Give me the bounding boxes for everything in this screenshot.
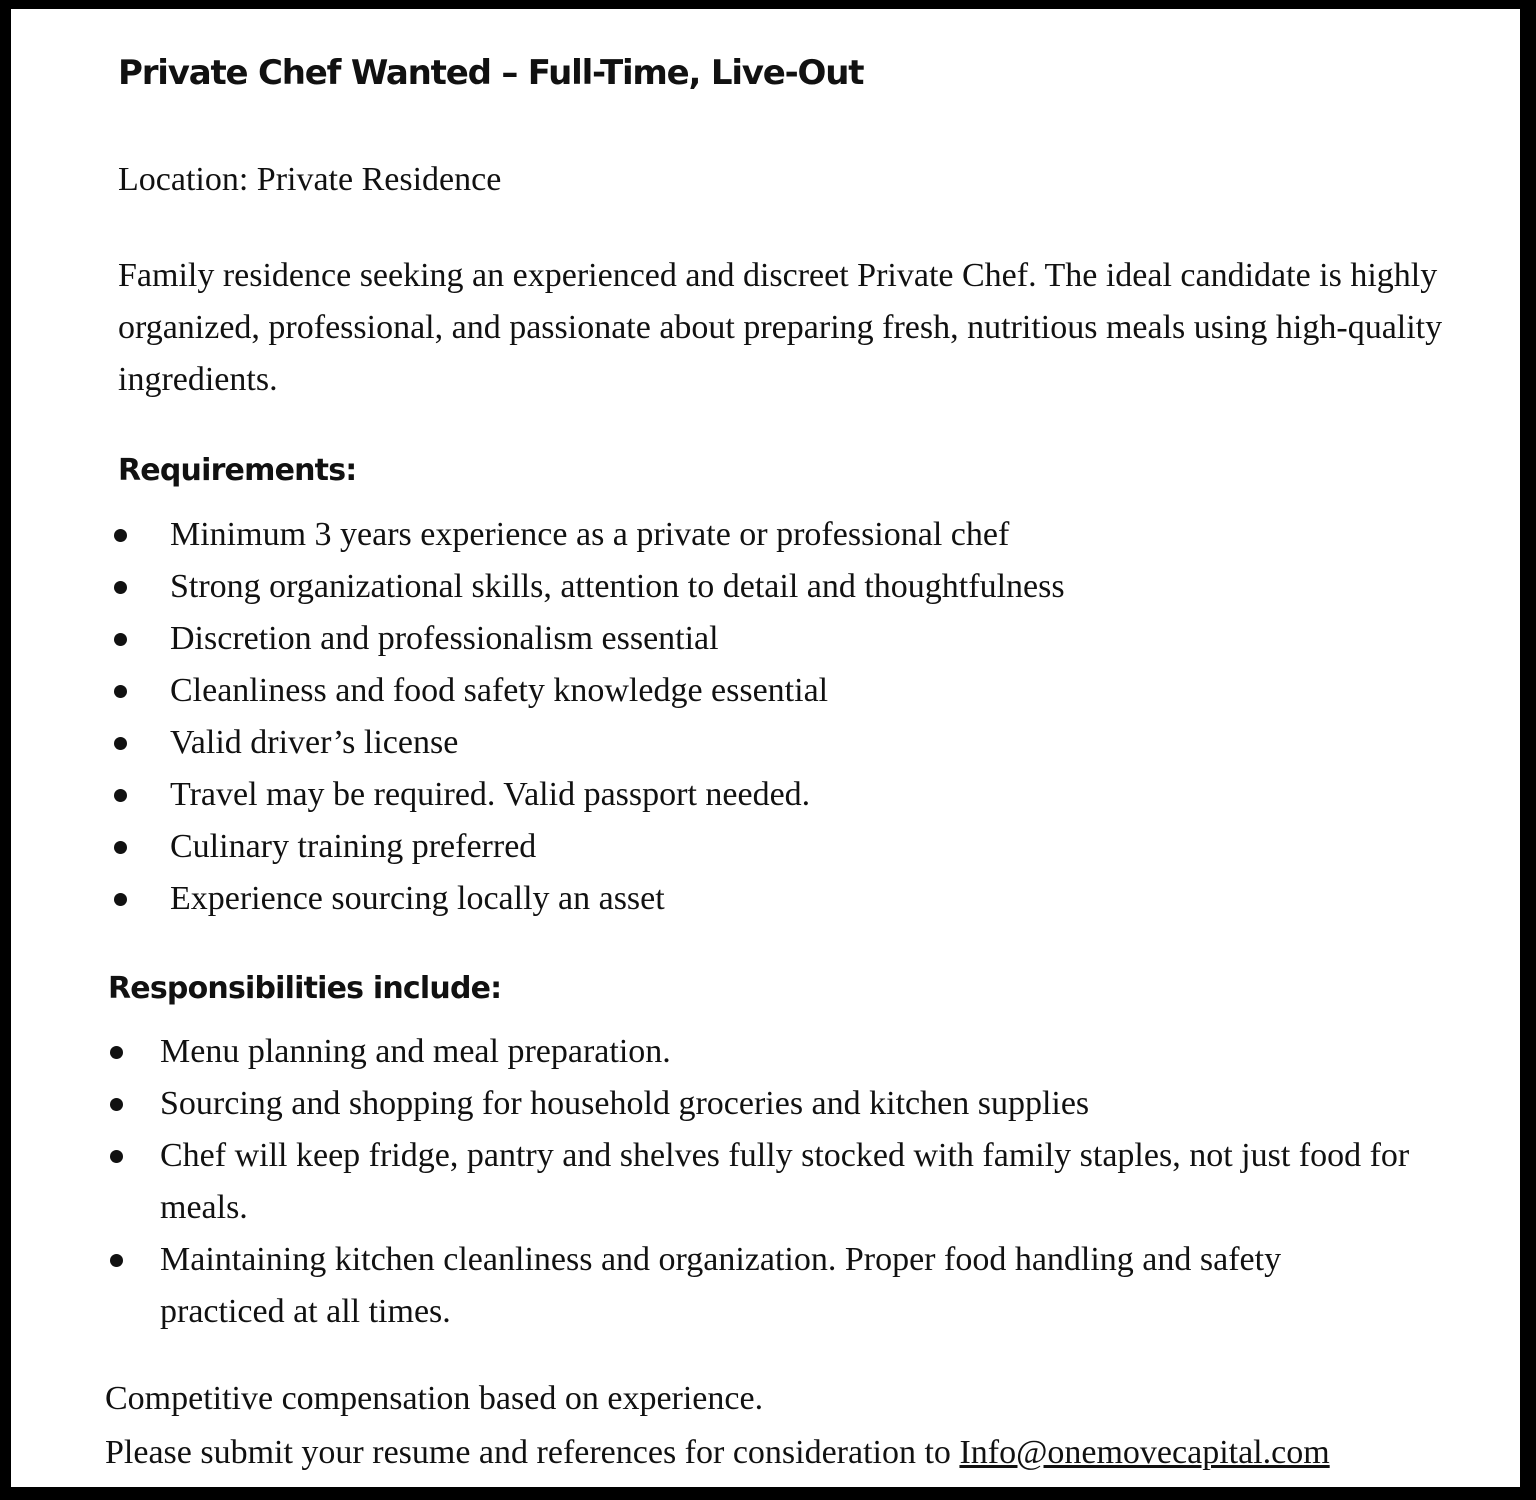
list-item xyxy=(110,1234,1410,1338)
closing-block xyxy=(105,1372,1485,1480)
bullet-icon xyxy=(114,581,127,594)
responsibilities-heading: Responsibilities include: xyxy=(108,971,502,1006)
list-item xyxy=(114,561,1314,613)
bullet-icon xyxy=(110,1046,123,1059)
compensation-line: Competitive compensation based on experience. xyxy=(105,1380,764,1417)
bullet-icon xyxy=(114,633,127,646)
list-item xyxy=(114,821,1314,873)
contact-email-link[interactable]: Info@onemovecapital.com xyxy=(959,1434,1330,1471)
page-title: Private Chef Wanted – Full-Time, Live-Out xyxy=(118,53,864,93)
list-item-text: Valid driver’s license xyxy=(170,724,459,761)
list-item-text: Sourcing and shopping for household groceries and kitchen supplies xyxy=(160,1085,1090,1122)
list-item-text: Culinary training preferred xyxy=(170,828,537,865)
list-item xyxy=(114,717,1314,769)
job-posting-page xyxy=(11,9,1520,1487)
submit-line xyxy=(105,1426,1485,1480)
bullet-icon xyxy=(114,685,127,698)
submit-text: Please submit your resume and references for consideration to xyxy=(105,1434,960,1471)
bullet-icon xyxy=(114,893,127,906)
bullet-icon xyxy=(114,789,127,802)
list-item xyxy=(114,665,1314,717)
bullet-icon xyxy=(110,1098,123,1111)
bullet-icon xyxy=(110,1254,123,1267)
list-item xyxy=(114,873,1314,925)
list-item-text: Cleanliness and food safety knowledge essential xyxy=(170,672,829,709)
list-item-text: Minimum 3 years experience as a private or professional chef xyxy=(170,516,1010,553)
list-item xyxy=(110,1078,1410,1130)
intro-paragraph: Family residence seeking an experienced and discreet Private Chef. The ideal candidate is highly organized, professional, and passionate about preparing fresh, nutritious meals using high-quality ingredients. xyxy=(118,257,1443,398)
location-line: Location: Private Residence xyxy=(118,161,502,198)
requirements-list xyxy=(114,509,1314,925)
list-item xyxy=(110,1026,1410,1078)
list-item xyxy=(114,769,1314,821)
list-item xyxy=(114,509,1314,561)
bullet-icon xyxy=(114,529,127,542)
bullet-icon xyxy=(114,737,127,750)
bullet-icon xyxy=(114,841,127,854)
list-item-text: Chef will keep fridge, pantry and shelves fully stocked with family staples, not just food for meals. xyxy=(160,1137,1410,1226)
list-item-text: Experience sourcing locally an asset xyxy=(170,880,665,917)
list-item-text: Travel may be required. Valid passport needed. xyxy=(170,776,811,813)
list-item-text: Menu planning and meal preparation. xyxy=(160,1033,671,1070)
list-item-text: Strong organizational skills, attention to detail and thoughtfulness xyxy=(170,568,1065,605)
requirements-heading: Requirements: xyxy=(118,453,357,488)
list-item-text: Discretion and professionalism essential xyxy=(170,620,719,657)
list-item xyxy=(114,613,1314,665)
list-item-text: Maintaining kitchen cleanliness and organization. Proper food handling and safety practiced at all times. xyxy=(160,1241,1282,1330)
bullet-icon xyxy=(110,1150,123,1163)
responsibilities-list xyxy=(110,1026,1410,1338)
list-item xyxy=(110,1130,1410,1234)
